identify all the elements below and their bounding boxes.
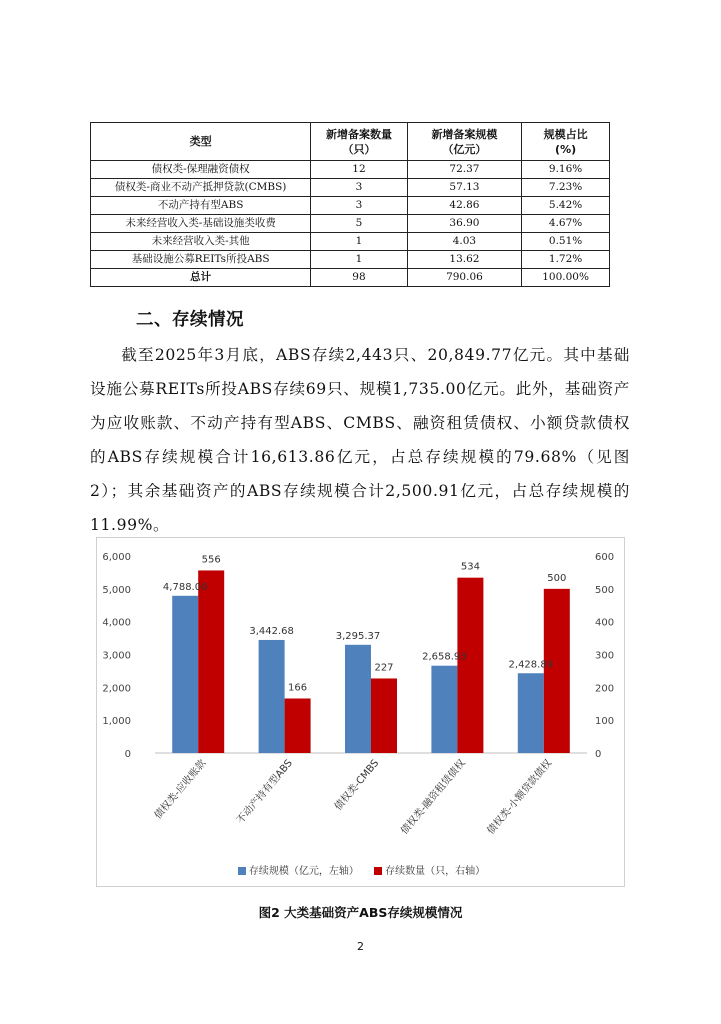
table-cell: 4.67%	[522, 215, 610, 233]
table-cell: 3	[311, 197, 407, 215]
table-cell: 12	[311, 161, 407, 179]
table-cell: 5.42%	[522, 197, 610, 215]
y-left-tick-label: 0	[124, 749, 131, 760]
body-paragraph: 截至2025年3月底，ABS存续2,443只、20,849.77亿元。其中基础设施公募REITs所投ABS存续69只、规模1,735.00亿元。此外，基础资产为应收账款、不动产持有型ABS、CMBS、融资租赁债权、小额贷款债权的ABS存续规模合计16,613.86亿元，占总存续规模的79.68%（见图2）；其余基础资产的ABS存续规模合计2,500.91亿元，占总存续规模的11.99%。	[90, 346, 630, 534]
table-cell: 72.37	[407, 161, 522, 179]
data-label-scale: 2,428.89	[508, 659, 554, 671]
col-header-count: 新增备案数量 （只）	[311, 123, 407, 161]
y-left-tick-label: 6,000	[102, 552, 131, 563]
table-cell: 13.62	[407, 251, 522, 269]
data-label-scale: 4,788.00	[162, 581, 208, 593]
bar-count	[457, 578, 483, 753]
x-category-label: 债权类-小额贷款债权	[485, 757, 555, 837]
bar-scale	[345, 645, 371, 753]
table-total-cell: 100.00%	[522, 269, 610, 287]
table-cell: 基础设施公募REITs所投ABS	[91, 251, 311, 269]
new-filings-table	[90, 122, 610, 287]
y-right-tick-label: 600	[595, 552, 615, 563]
y-left-tick-label: 2,000	[102, 683, 131, 695]
bar-scale	[431, 666, 457, 753]
table-header-row	[91, 123, 610, 161]
table-cell: 9.16%	[522, 161, 610, 179]
y-right-tick-label: 100	[595, 716, 615, 728]
table-cell: 5	[311, 215, 407, 233]
y-left-tick-label: 4,000	[102, 617, 131, 629]
x-category-label: 不动产持有型ABS	[235, 757, 295, 827]
data-label-scale: 2,658.93	[422, 651, 467, 663]
table-cell: 债权类-商业不动产抵押贷款(CMBS)	[91, 179, 311, 197]
section-heading: 二、存续情况	[136, 310, 244, 330]
table-cell: 未来经营收入类-基础设施类收费	[91, 215, 311, 233]
x-category-label: 债权类-融资租赁债权	[399, 757, 468, 837]
abs-stock-chart	[96, 537, 625, 887]
table-cell: 42.86	[407, 197, 522, 215]
chart-svg	[97, 538, 626, 888]
x-category-label: 债权类-CMBS	[332, 757, 382, 813]
bar-count	[544, 589, 570, 753]
table-cell: 未来经营收入类-其他	[91, 233, 311, 251]
table-row	[91, 215, 610, 233]
table-cell: 1	[311, 251, 407, 269]
y-right-tick-label: 200	[595, 683, 615, 695]
bar-count	[198, 570, 224, 753]
figure-caption: 图2 大类基础资产ABS存续规模情况	[258, 905, 463, 920]
table-row	[91, 233, 610, 251]
y-right-tick-label: 0	[595, 749, 602, 760]
table-cell: 3	[311, 179, 407, 197]
col-header-share: 规模占比 (%)	[522, 123, 610, 161]
legend-label-count: 存续数量（只，右轴）	[385, 866, 486, 877]
bar-scale	[172, 596, 198, 753]
y-left-tick-label: 5,000	[102, 584, 131, 596]
data-label-count: 556	[201, 554, 221, 566]
data-label-count: 500	[547, 572, 567, 584]
table-row	[91, 251, 610, 269]
bar-count	[285, 698, 311, 753]
table-cell: 57.13	[407, 179, 522, 197]
legend-label-scale: 存续规模（亿元，左轴）	[248, 866, 359, 877]
table-total-cell: 790.06	[407, 269, 522, 287]
y-left-tick-label: 3,000	[102, 650, 131, 662]
table-cell: 不动产持有型ABS	[91, 197, 311, 215]
data-label-count: 534	[460, 561, 480, 573]
legend-swatch-count	[374, 867, 382, 875]
table-total-row	[91, 269, 610, 287]
table-row	[91, 179, 610, 197]
table-cell: 0.51%	[522, 233, 610, 251]
table-total-cell: 总计	[91, 269, 311, 287]
table-cell: 债权类-保理融资债权	[91, 161, 311, 179]
col-header-type: 类型	[91, 123, 311, 161]
legend-item-scale	[238, 866, 359, 877]
data-label-scale: 3,442.68	[249, 625, 294, 637]
data-label-count: 166	[288, 682, 308, 694]
bar-scale	[518, 673, 544, 753]
data-label-count: 227	[374, 662, 394, 674]
table-cell: 4.03	[407, 233, 522, 251]
legend-swatch-scale	[238, 867, 246, 875]
data-label-scale: 3,295.37	[335, 630, 381, 642]
table-row	[91, 197, 610, 215]
y-right-tick-label: 300	[595, 650, 615, 662]
table-row	[91, 161, 610, 179]
table-cell: 1.72%	[522, 251, 610, 269]
x-category-label: 债权类-应收账款	[152, 757, 209, 822]
bar-count	[371, 678, 397, 753]
table-cell: 7.23%	[522, 179, 610, 197]
y-right-tick-label: 400	[595, 617, 615, 629]
legend-item-count	[374, 866, 485, 877]
table-total-cell: 98	[311, 269, 407, 287]
page-number: 2	[357, 940, 364, 953]
y-left-tick-label: 1,000	[102, 716, 131, 728]
table-cell: 1	[311, 233, 407, 251]
col-header-scale: 新增备案规模 （亿元）	[407, 123, 522, 161]
y-right-tick-label: 500	[595, 584, 615, 596]
table-cell: 36.90	[407, 215, 522, 233]
chart-legend	[97, 862, 626, 877]
bar-scale	[259, 640, 285, 753]
